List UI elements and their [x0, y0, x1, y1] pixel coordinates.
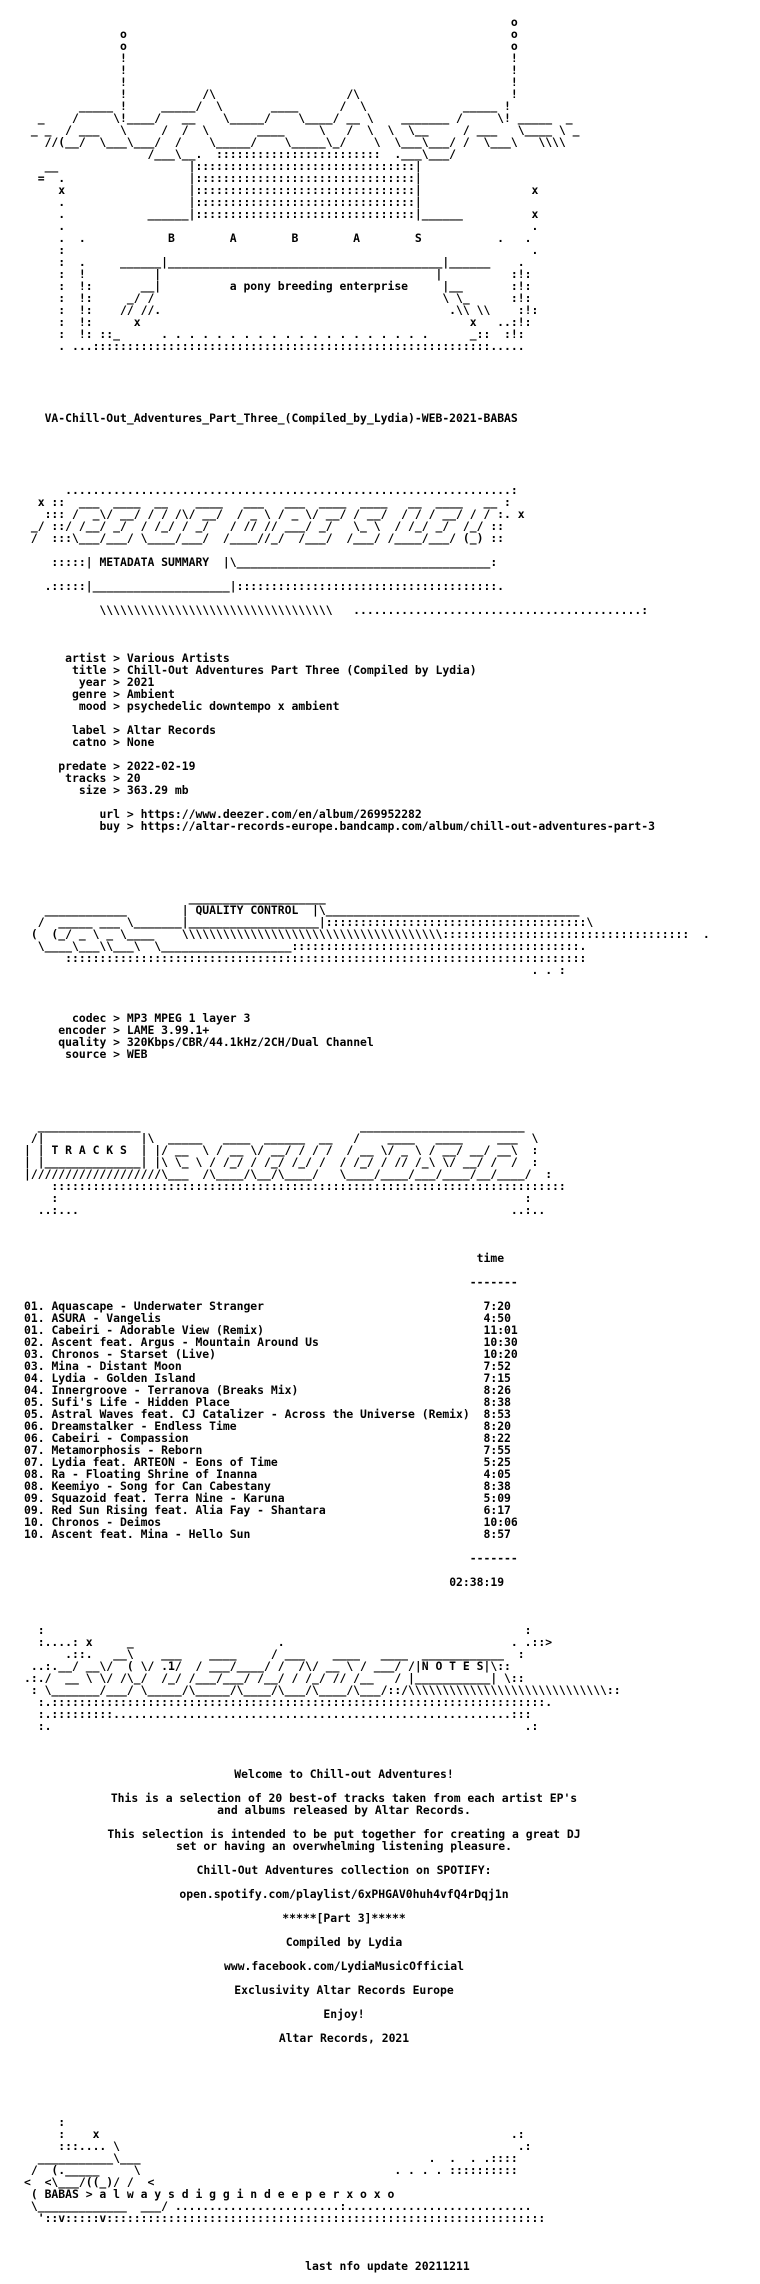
track-time: 7:15	[483, 1371, 511, 1385]
metadata-fields	[24, 652, 756, 832]
quality-key: encoder	[58, 1023, 107, 1037]
metadata-value[interactable]: https://www.deezer.com/en/album/269952282	[140, 807, 422, 821]
header-ascii-art: o o o o o ! ! ! ! ! ! ! /\ /\ ! _____ ! _____/ \ ____ / \ _____ ! _ / \!____/ __ \_____/ \____/ __ \ _______ / \! _____ _ _ _ / ___ \ / / \ ____ \ / \ \ \__ / ___ \____ \ _ //(__/ \___\___/ / \_____/ \_____\_/ \ \___\___/ / \___\ \\\\ /___\__. :::::::::::::::::::::::: .___\___/ __ |::::::::::::::::::::::::::::::::| = . |::::::::::::::::::::::::::::::::| x |::::::::::::::::::::::::::::::::| x . |::::::::::::::::::::::::::::::::| . ______|::::::::::::::::::::::::::::::::|______ x . . . . B A B A S . . : . : . ______|________________________________________|______ . : ! | | :!: : !: __| a pony breeding enterprise |__ :!: : !: _/ / \ \_ :!: : !: // //. .\\ \\ :!: : !: x x ..:!: : !: ::_ . . . . . . . . . . . . . . . . . . . . _:: :!: . ...::::::::::::::::::::::::::::::::::::::::::::::::::::::::::.....	[30, 15, 580, 353]
metadata-value: Various Artists	[126, 651, 230, 665]
last-update-row	[24, 2260, 756, 2272]
track-time: 7:52	[483, 1359, 511, 1373]
metadata-field-year: year > 2021	[78, 675, 155, 689]
track-number: 06.	[24, 1431, 45, 1445]
time-rule: -------	[469, 1275, 518, 1289]
quality-value: 320Kbps/CBR/44.1kHz/2CH/Dual Channel	[126, 1035, 374, 1049]
track-title: Lydia - Golden Island	[51, 1371, 196, 1385]
notes-banner-title: N O T E S	[421, 1659, 484, 1673]
track-number: 04.	[24, 1371, 45, 1385]
metadata-key: buy	[99, 819, 121, 833]
quality-key: codec	[72, 1011, 107, 1025]
metadata-value: None	[126, 735, 155, 749]
footer-ascii-art: : : x .: :::.... \ .: ___________\___ . . . .:::: / (._____ \ . . . . :::::::::: < <\___/((_)/ / <	[24, 2115, 532, 2189]
metadata-value: 2021	[126, 675, 155, 689]
quality-field-encoder: encoder > LAME 3.99.1+	[58, 1023, 210, 1037]
notes-paragraph: www.facebook.com/LydiaMusicOfficial	[223, 1959, 465, 1973]
track-title: Ascent feat. Argus - Mountain Around Us	[51, 1335, 319, 1349]
metadata-banner-title: METADATA SUMMARY	[99, 555, 210, 569]
track-number: 02.	[24, 1335, 45, 1349]
notes-paragraph: Enjoy!	[323, 2007, 365, 2021]
metadata-value: 363.29 mb	[126, 783, 189, 797]
track-time: 4:50	[483, 1311, 511, 1325]
notes-paragraph: Compiled by Lydia	[285, 1935, 403, 1949]
metadata-key: title	[72, 663, 107, 677]
track-time: 8:26	[483, 1383, 511, 1397]
track-time: 7:20	[483, 1299, 511, 1313]
metadata-value: psychedelic downtempo x ambient	[126, 699, 340, 713]
metadata-key: tracks	[65, 771, 107, 785]
metadata-field-buy[interactable]: buy > https://altar-records-europe.bandcamp.com/album/chill-out-adventures-part-3	[99, 819, 655, 833]
track-title: Squazoid feat. Terra Nine - Karuna	[51, 1491, 285, 1505]
notes-paragraph: open.spotify.com/playlist/6xPHGAV0huh4vfQ4rDqj1n	[179, 1887, 509, 1901]
release-name-text: VA-Chill-Out_Adventures_Part_Three_(Compiled_by_Lydia)-WEB-2021-BABAS	[44, 411, 518, 425]
tracks-banner-title: T R A C K S	[51, 1143, 127, 1157]
track-title: Metamorphosis - Reborn	[51, 1443, 203, 1457]
track-number: 05.	[24, 1395, 45, 1409]
total-rule: -------	[469, 1551, 518, 1565]
track-title: Chronos - Starset (Live)	[51, 1347, 217, 1361]
quality-key: quality	[58, 1035, 107, 1049]
quality-field-codec: codec > MP3 MPEG 1 layer 3	[72, 1011, 251, 1025]
track-title: Cabeiri - Adorable View (Remix)	[51, 1323, 265, 1337]
track-title: Keemiyo - Song for Can Cabestany	[51, 1479, 271, 1493]
track-title: Aquascape - Underwater Stranger	[51, 1299, 265, 1313]
track-title: Red Sun Rising feat. Alia Fay - Shantara	[51, 1503, 326, 1517]
track-title: Mina - Distant Moon	[51, 1359, 182, 1373]
metadata-field-size: size > 363.29 mb	[78, 783, 189, 797]
metadata-key: catno	[72, 735, 107, 749]
metadata-value[interactable]: https://altar-records-europe.bandcamp.com/album/chill-out-adventures-part-3	[140, 819, 655, 833]
track-row	[24, 1528, 756, 1540]
track-number: 01.	[24, 1311, 45, 1325]
track-time: 10:20	[483, 1347, 518, 1361]
track-title: Sufi's Life - Hidden Place	[51, 1395, 230, 1409]
quality-value: MP3 MPEG 1 layer 3	[126, 1011, 251, 1025]
time-header: time	[476, 1251, 505, 1265]
quality-field-quality: quality > 320Kbps/CBR/44.1kHz/2CH/Dual Channel	[58, 1035, 374, 1049]
metadata-field-label: label > Altar Records	[72, 723, 217, 737]
track-time: 4:05	[483, 1467, 511, 1481]
track-title: Ascent feat. Mina - Hello Sun	[51, 1527, 251, 1541]
track-number: 07.	[24, 1443, 45, 1457]
metadata-field-mood: mood > psychedelic downtempo x ambient	[78, 699, 340, 713]
metadata-value: Chill-Out Adventures Part Three (Compiled by Lydia)	[126, 663, 477, 677]
total-time-row	[24, 1576, 756, 1588]
track-number: 01.	[24, 1323, 45, 1337]
track-number: 03.	[24, 1359, 45, 1373]
track-time: 8:53	[483, 1407, 511, 1421]
footer-ascii-art-bottom: \_____________ ___/ ........................:........................... '::v:::::v::::::::::::::::::::::::::::::::::::::::::::::::::::::::::::::::	[30, 2199, 546, 2225]
tracks-banner-art: _______________ ________________________ /| |\ _____ ____ ______ __ / ____ ____ ___ \ | | T R A C K S | |/ __ \ / __ \/ __/ / / / / __ \/ _ \ / __/ __/ __\ : | |______________| |\ \_ \ / /_/ / /_/ /_/ / / /_/ / // /_\ \/ __/ / / : |///////////////////\___ /\____/\__/\____/ \____/____/___/____/__/____/ : ::::::::::::::::::::::::::::::::::::::::::::::::::::::::::::::::::::::::::: : : ..:... ..:..	[24, 1119, 566, 1217]
notes-banner-art: : : :....: x _ . . .::> .::. __\ ___ ____ / ___ ____ ____ ____________ : ..:.__/ __\/ ( \/ .1/ / ___/____/ / /\/ __ \ / ___/ /|N O T E S|\:: .:./ __ \ \/ /\_/ /_/ /___/___/ /__/ / /_/ // /__ / |___________| \:: : \_______/___/ \_____/\_____/\____/\___/\____/\___/::/\\\\\\\\\\\\\\\\\\\\\\\\\\\\\:: :.::::::::::::::::::::::::::::::::::::::::::::::::::::::::::::::::::::::::. :.:::::::::..........................................................::: :. .:	[24, 1623, 621, 1733]
track-time: 8:38	[483, 1479, 511, 1493]
track-number: 04.	[24, 1383, 45, 1397]
total-time: 02:38:19	[449, 1575, 505, 1589]
metadata-value: 20	[126, 771, 141, 785]
last-update: last nfo update 20211211	[305, 2259, 470, 2273]
notes-paragraph: Welcome to Chill-out Adventures!	[234, 1767, 454, 1781]
track-time: 6:17	[483, 1503, 511, 1517]
metadata-field-title: title > Chill-Out Adventures Part Three (Compiled by Lydia)	[72, 663, 477, 677]
footer-tagline: ( BABAS > a l w a y s d i g g i n d e e p e r x o x o	[24, 2187, 395, 2201]
metadata-banner-art: .................................................................: x :: ___ ____ __ ____ ___ ___ ____ ____ __ ____ __ : ::: / _\/ __/ / / /\/ __/ / _ \ / _ \/ __/ / __/ / / / __/ / / :. x _/ ::/ /__/ _/ / /_/ / _/ / // // ___/ _/ \_ \ / /_/ _/ /_/ :: / :::\___/___/ \____/___/ /____//_/ /___/ /___/ /____/___/ (_) ::	[30, 483, 525, 545]
metadata-field-tracks: tracks > 20	[65, 771, 141, 785]
time-column-header	[24, 1252, 756, 1264]
metadata-key: predate	[58, 759, 107, 773]
notes-body	[24, 1768, 756, 2056]
track-number: 08.	[24, 1479, 45, 1493]
metadata-field-predate: predate > 2022-02-19	[58, 759, 196, 773]
track-time: 5:09	[483, 1491, 511, 1505]
notes-paragraph: Altar Records, 2021	[278, 2031, 410, 2045]
track-time: 11:01	[483, 1323, 518, 1337]
track-number: 03.	[24, 1347, 45, 1361]
metadata-field-catno: catno > None	[72, 735, 155, 749]
track-time: 8:22	[483, 1431, 511, 1445]
metadata-key: artist	[65, 651, 107, 665]
track-number: 08.	[24, 1467, 45, 1481]
quality-value: WEB	[126, 1047, 148, 1061]
metadata-key: genre	[72, 687, 107, 701]
quality-value: LAME 3.99.1+	[126, 1023, 210, 1037]
metadata-field-genre: genre > Ambient	[72, 687, 175, 701]
track-number: 07.	[24, 1455, 45, 1469]
quality-key: source	[65, 1047, 107, 1061]
track-list	[24, 1300, 756, 1540]
quality-banner-title: QUALITY CONTROL	[195, 903, 299, 917]
notes-paragraph: This is a selection of 20 best-of tracks taken from each artist EP's and albums released by Altar Records.	[110, 1791, 578, 1817]
track-title: Dreamstalker - Endless Time	[51, 1419, 237, 1433]
notes-paragraph: Exclusivity Altar Records Europe	[234, 1983, 454, 1997]
track-number: 05.	[24, 1407, 45, 1421]
metadata-key: mood	[78, 699, 107, 713]
track-title: Lydia feat. ARTEON - Eons of Time	[51, 1455, 278, 1469]
metadata-key: year	[78, 675, 107, 689]
track-title: Ra - Floating Shrine of Inanna	[51, 1467, 258, 1481]
notes-paragraph: Chill-Out Adventures collection on SPOTIFY:	[196, 1863, 492, 1877]
track-time: 8:57	[483, 1527, 511, 1541]
metadata-value: 2022-02-19	[126, 759, 196, 773]
track-number: 10.	[24, 1515, 45, 1529]
track-title: ASURA - Vangelis	[51, 1311, 162, 1325]
track-time: 5:25	[483, 1455, 511, 1469]
track-title: Innergroove - Terranova (Breaks Mix)	[51, 1383, 299, 1397]
track-time: 8:38	[483, 1395, 511, 1409]
track-number: 09.	[24, 1491, 45, 1505]
track-title: Astral Waves feat. CJ Catalizer - Across the Universe (Remix)	[51, 1407, 470, 1421]
metadata-value: Altar Records	[126, 723, 217, 737]
track-title: Cabeiri - Compassion	[51, 1431, 189, 1445]
release-name	[24, 412, 756, 424]
track-number: 01.	[24, 1299, 45, 1313]
metadata-key: size	[78, 783, 107, 797]
track-title: Chronos - Deimos	[51, 1515, 162, 1529]
nfo-document: o o o o o ! ! ! ! ! ! ! /\ /\ ! _____ ! _____/ \ ____ / \ _____ ! _ / \!____/ __ \_____/ \____/ __ \ _______ / \! _____ _ _ _ / ___ \ / / \ ____ \ / \ \ \__ / ___ \____ \ _ //(__/ \___\___/ / \_____/ \_____\_/ \ \___\___/ / \___\ \\\\ /___\__. :::::::::::::::::::::::: .___\___/ __ |::::::::::::::::::::::::::::::::| = . |::::::::::::::::::::::::::::::::| x |::::::::::::::::::::::::::::::::| x . |::::::::::::::::::::::::::::::::| . ______|::::::::::::::::::::::::::::::::|______ x . . . . B A B A S . . : . : . ______|________________________________________|______ . : ! | | :!: : !: __| a pony breeding enterprise |__ :!: : !: _/ / \ \_ :!: : !: // //. .\\ \\ :!: : !: x x ..:!: : !: ::_ . . . . . . . . . . . . . . . . . . . . _:: :!: . ...::::::::::::::::::::::::::::::::::::::::::::::::::::::::::..... VA-Chill-Out_Adventures_Part_Three_(Compiled_by_Lydia)-WEB-2021-BABAS .................................................................: x :: ___ ____ __ ____ ___ ___ ____ ____ __ ____ __ : ::: / _\/ __/ / / /\/ __/ / _ \ / _ \/ __/ / __/ / / / __/ / / :. x _/ ::/ /__/ _/ / /_/ / _/ / // // ___/ _/ \_ \ / /_/ _/ /_/ :: / :::\___/___/ \____/___/ /____//_/ /___/ /___/ /____/___/ (_) :: :::::| METADATA SUMMARY |\_____________________________________: .:::::|____________________|::::::::::::::::::::::::::::::::::::::. \\\\\\\\\\\\\\\\\\\\\\\\\\\\\\\\\\ ..........................................: artist > Various Artists title > Chill-Out Adventures Part Three (Compiled by Lydia) year > 2021 genre > Ambient mood > psychedelic downtempo x ambient label > Altar Records catno > None predate > 2022-02-19 tracks > 20 size > 363.29 mb url > https://www.deezer.com/en/album/269952282 buy > https://altar-records-europe.bandcamp.com/album/chill-out-adventures-part-3 ____________________ ____________ | QUALITY CONTROL |\_____________________________________ / _____ ___ \_______|___________________|::::::::::::::::::::::::::::::::::::::\ ( (_/ _ \ _ \____ \\\\\\\\\\\\\\\\\\\\\\\\\\\\\\\\\\\\\\:::::::::::::::::::::::::::::::::::: . \____\___\\___\ \___________________::::::::::::::::::::::::::::::::::::::::::. :::::::::::::::::::::::::::::::::::::::::::::::::::::::::::::::::::::::::::: . . : codec > MP3 MPEG 1 layer 3 encoder > LAME 3.99.1+ quality > 320Kbps/CBR/44.1kHz/2CH/Dual Channel source > WEB _______________ ________________________ /| |\ _____ ____ ______ __ / ____ ____ ___ \ | | T R A C K S | |/ __ \ / __ \/ __/ / / / / __ \/ _ \ / __/ __/ __\ : | |______________| |\ \_ \ / /_/ / /_/ /_/ / / /_/ / // /_\ \/ __/ / / : |///////////////////\___ /\____/\__/\____/ \____/____/___/____/__/____/ : ::::::::::::::::::::::::::::::::::::::::::::::::::::::::::::::::::::::::::: : : ..:... ..:.. time ------- 01. Aquascape - Underwater Stranger 7:20 01. ASURA - Vangelis 4:50 01. Cabeiri - Adorable View (Remix) 11:01 02. Ascent feat. Argus - Mountain Around Us 10:30 03. Chronos - Starset (Live) 10:20 03. Mina - Distant Moon 7:52 04. Lydia - Golden Island 7:15 04. Innergroove - Terranova (Breaks Mix) 8:26 05. Sufi's Life - Hidden Place 8:38 05. Astral Waves feat. CJ Catalizer - Across the Universe (Remix) 8:53 06. Dreamstalker - Endless Time 8:20 06. Cabeiri - Compassion 8:22 07. Metamorphosis - Reborn 7:55 07. Lydia feat. ARTEON - Eons of Time 5:25 08. Ra - Floating Shrine of Inanna 4:05 08. Keemiyo - Song for Can Cabestany 8:38 09. Squazoid feat. Terra Nine - Karuna 5:09 09. Red Sun Rising feat. Alia Fay - Shantara 6:17 10. Chronos - Deimos 10:06 10. Ascent feat. Mina - Hello Sun 8:57 ------- 02:38:19 : : :....: x _ . . .::> .::. __\ ___ ____ / ___ ____ ____ ____________ : ..:.__/ __\/ ( \/ .1/ / ___/____/ / /\/ __ \ / ___/ /|N O T E S|\:: .:./ __ \ \/ /\_/ /_/ /___/___/ /__/ / /_/ // /__ / |___________| \:: : \_______/___/ \_____/\_____/\____/\___/\____/\___/::/\\\\\\\\\\\\\\\\\\\\\\\\\\\\\:: :.::::::::::::::::::::::::::::::::::::::::::::::::::::::::::::::::::::::::. :.:::::::::..........................................................::: :. .: Welcome to Chill-out Adventures! This is a selection of 20 best-of tracks taken from each artist EP's and albums released by Altar Records. This selection is intended to be put together for creating a great DJ set or having an overwhelming listening pleasure. Chill-Out Adventures collection on SPOTIFY: open.spotify.com/playlist/6xPHGAV0huh4vfQ4rDqj1n *****[Part 3]***** Compiled by Lydia www.facebook.com/LydiaMusicOfficial Exclusivity Altar Records Europe Enjoy! Altar Records, 2021 : : x .: :::.... \ .: ___________\___ . . . .:::: / (._____ \ . . . . :::::::::: < <\___/((_)/ / < ( BABAS > a l w a y s d i g g i n d e e p e r x o x o \_____________ ___/ ........................:........................... '::v:::::v:::::::::::::::::::::::::::::::::::::::::::::::::::::::::::::::: last nfo update 20211211	[24, 4, 756, 2284]
track-time: 10:30	[483, 1335, 518, 1349]
metadata-key: url	[99, 807, 121, 821]
track-time: 10:06	[483, 1515, 518, 1529]
quality-fields	[24, 1012, 756, 1060]
track-number: 09.	[24, 1503, 45, 1517]
metadata-field-url[interactable]: url > https://www.deezer.com/en/album/269952282	[99, 807, 422, 821]
quality-field-source: source > WEB	[65, 1047, 148, 1061]
track-time: 7:55	[483, 1443, 511, 1457]
metadata-key: label	[72, 723, 107, 737]
track-time: 8:20	[483, 1419, 511, 1433]
metadata-value: Ambient	[126, 687, 175, 701]
metadata-field-artist: artist > Various Artists	[65, 651, 230, 665]
notes-paragraph: *****[Part 3]*****	[282, 1911, 406, 1925]
notes-paragraph: This selection is intended to be put together for creating a great DJ set or having an overwhelming listening pleasure.	[107, 1827, 581, 1853]
metadata-banner-label: :::::| METADATA SUMMARY |\_____________________________________:	[24, 555, 498, 569]
quality-banner-art: ____________________ ____________ | QUALITY CONTROL |\_____________________________________ / _____ ___ \_______|___________________|::::::::::::::::::::::::::::::::::::::\ ( (_/ _ \ _ \____ \\\\\\\\\\\\\\\\\\\\\\\\\\\\\\\\\\\\\\:::::::::::::::::::::::::::::::::::: . \____\___\\___\ \___________________::::::::::::::::::::::::::::::::::::::::::. :::::::::::::::::::::::::::::::::::::::::::::::::::::::::::::::::::::::::::: . . :	[30, 891, 710, 977]
track-number: 06.	[24, 1419, 45, 1433]
track-number: 10.	[24, 1527, 45, 1541]
